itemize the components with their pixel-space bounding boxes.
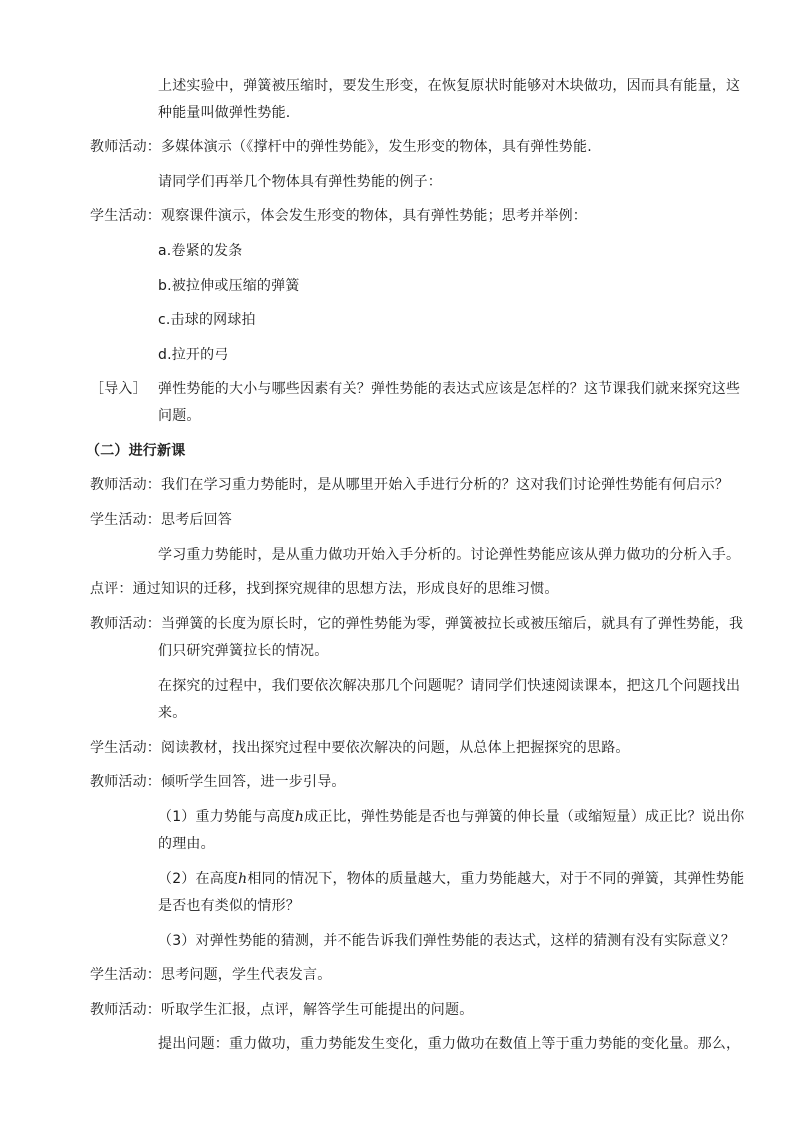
paragraph-line: 请同学们再举几个物体具有弹性势能的例子：: [158, 174, 442, 190]
paragraph-line: 弹性势能的大小与哪些因素有关？弹性势能的表达式应该是怎样的？这节课我们就来探究这些: [158, 381, 741, 397]
paragraph-line: 来。: [158, 705, 187, 721]
teacher-activity-line: 教师活动：当弹簧的长度为原长时，它的弹性势能为零，弹簧被拉长或被压缩后，就具有了弹性势能，我: [90, 616, 744, 632]
intro-label: ［导入］: [90, 381, 147, 397]
list-item: b.被拉伸或压缩的弹簧: [158, 278, 300, 294]
paragraph-line: 上述实验中，弹簧被压缩时，要发生形变，在恢复原状时能够对木块做功，因而具有能量，这: [158, 78, 741, 94]
paragraph-line: 是否也有类似的情形？: [158, 898, 300, 914]
paragraph-line: 的理由。: [158, 836, 215, 852]
student-activity-line: 学生活动：思考后回答: [90, 512, 232, 528]
question-line: （3）对弹性势能的猜测，并不能告诉我们弹性势能的表达式，这样的猜测有没有实际意义？: [158, 933, 736, 949]
question-line: [158, 869, 744, 889]
question-text: 相同的情况下，物体的质量越大，重力势能越大，对于不同的弹簧，其弹性势能: [247, 871, 745, 887]
question-text: 成正比，弹性势能是否也与弹簧的伸长量（或缩短量）成正比？说出你: [304, 809, 745, 825]
student-activity-line: 学生活动：思考问题，学生代表发言。: [90, 967, 332, 983]
paragraph-line: 们只研究弹簧拉长的情况。: [158, 643, 329, 659]
student-activity-line: 学生活动：观察课件演示，体会发生形变的物体，具有弹性势能；思考并举例：: [90, 208, 587, 224]
paragraph-line: 学习重力势能时，是从重力做功开始入手分析的。讨论弹性势能应该从弹力做功的分析入手。: [158, 547, 741, 563]
teacher-activity-line: 教师活动：倾听学生回答，进一步引导。: [90, 774, 346, 790]
variable-h: h: [238, 871, 248, 887]
paragraph-line: 提出问题：重力做功，重力势能发生变化，重力做功在数值上等于重力势能的变化量。那么，: [158, 1036, 741, 1052]
list-item: a.卷紧的发条: [158, 243, 243, 259]
paragraph-line: 种能量叫做弹性势能.: [158, 105, 291, 121]
teacher-activity-line: 教师活动：我们在学习重力势能时，是从哪里开始入手进行分析的？这对我们讨论弹性势能有何启示？: [90, 477, 729, 493]
teacher-activity-line: 教师活动：多媒体演示（《撑杆中的弹性势能》，发生形变的物体，具有弹性势能.: [90, 139, 592, 155]
paragraph-line: 在探究的过程中，我们要依次解决那几个问题呢？请同学们快速阅读课本，把这几个问题找出: [158, 678, 741, 694]
list-item: c.击球的网球拍: [158, 312, 256, 328]
question-text: （1）重力势能与高度: [158, 809, 295, 825]
student-activity-line: 学生活动：阅读教材，找出探究过程中要依次解决的问题，从总体上把握探究的思路。: [90, 740, 630, 756]
teacher-activity-line: 教师活动：听取学生汇报，点评，解答学生可能提出的问题。: [90, 1002, 474, 1018]
question-line: [158, 807, 744, 827]
question-text: （2）在高度: [158, 871, 239, 887]
comment-line: 点评：通过知识的迁移，找到探究规律的思想方法，形成良好的思维习惯。: [90, 581, 559, 597]
list-item: d.拉开的弓: [158, 347, 229, 363]
paragraph-line: 问题。: [158, 408, 201, 424]
variable-h: h: [294, 809, 305, 825]
section-heading: （二）进行新课: [86, 443, 186, 459]
